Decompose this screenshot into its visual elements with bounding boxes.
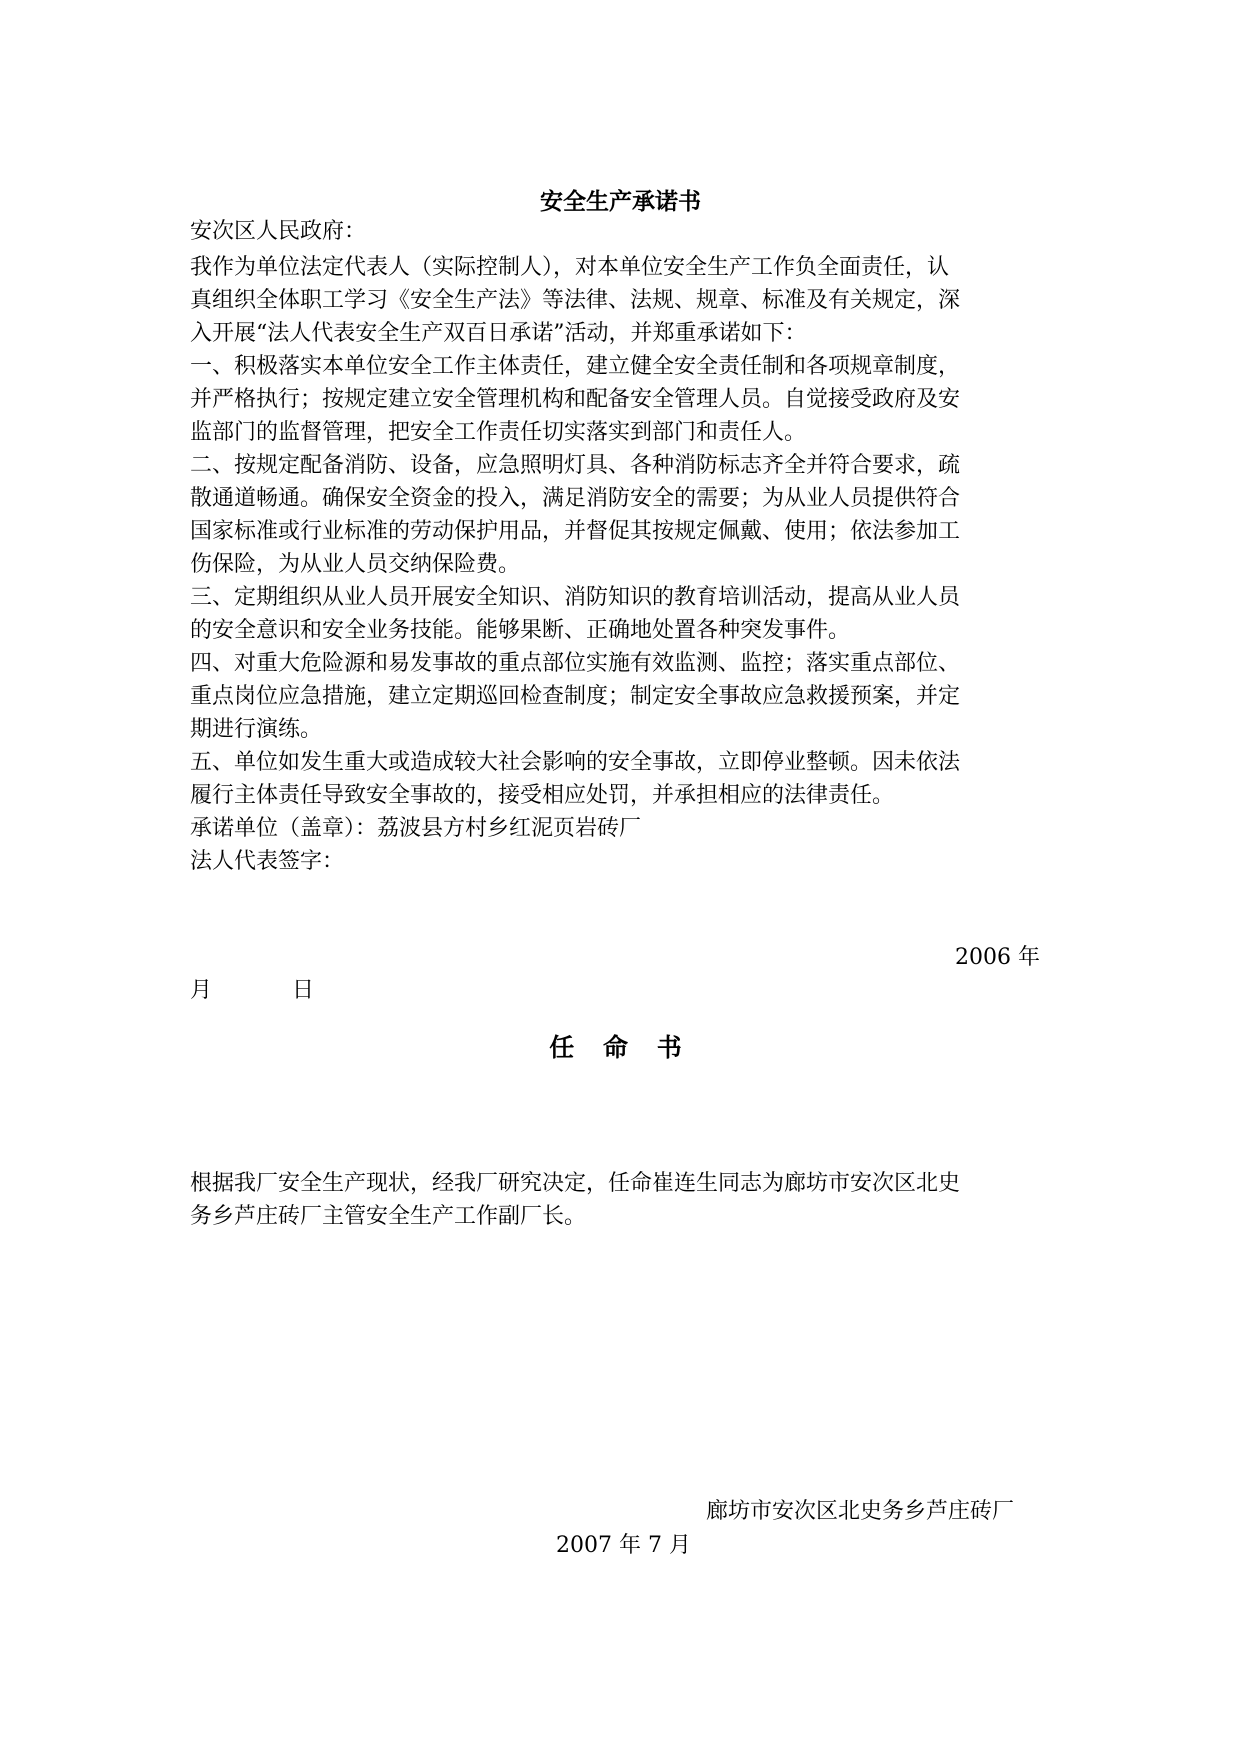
paragraph-line: 三、定期组织从业人员开展安全知识、消防知识的教育培训活动，提高从业人员 — [190, 585, 961, 610]
commitment-month: 月 — [190, 978, 213, 1003]
paragraph-line: 伤保险，为从业人员交纳保险费。 — [190, 552, 521, 577]
paragraph-line: 散通道畅通。确保安全资金的投入，满足消防安全的需要；为从业人员提供符合 — [190, 486, 961, 511]
paragraph-line: 真组织全体职工学习《安全生产法》等法律、法规、规章、标准及有关规定，深 — [190, 288, 961, 313]
commitment-title: 安全生产承诺书 — [540, 189, 701, 215]
paragraph-line: 期进行演练。 — [190, 717, 323, 742]
appointment-organization: 廊坊市安次区北史务乡芦庄砖厂 — [706, 1499, 1015, 1524]
appointment-title: 任 命 书 — [549, 1033, 692, 1062]
addressee-line: 安次区人民政府： — [190, 219, 367, 244]
paragraph-line: 入开展“法人代表安全生产双百日承诺”活动，并郑重承诺如下： — [190, 321, 807, 346]
paragraph-line: 一、积极落实本单位安全工作主体责任，建立健全安全责任制和各项规章制度， — [190, 354, 961, 379]
stamp-unit-line: 承诺单位（盖章）：荔波县方村乡红泥页岩砖厂 — [190, 816, 642, 841]
paragraph-line: 监部门的监督管理，把安全工作责任切实落实到部门和责任人。 — [190, 420, 807, 445]
paragraph-line: 国家标准或行业标准的劳动保护用品，并督促其按规定佩戴、使用；依法参加工 — [190, 519, 961, 544]
signature-line: 法人代表签字： — [190, 849, 345, 874]
paragraph-line: 并严格执行；按规定建立安全管理机构和配备安全管理人员。自觉接受政府及安 — [190, 387, 961, 412]
commitment-day: 日 — [292, 978, 315, 1003]
paragraph-line: 的安全意识和安全业务技能。能够果断、正确地处置各种突发事件。 — [190, 618, 851, 643]
appointment-paragraph-line: 根据我厂安全生产现状，经我厂研究决定，任命崔连生同志为廊坊市安次区北史 — [190, 1171, 961, 1196]
appointment-date: 2007 年 7 月 — [556, 1533, 691, 1558]
paragraph-line: 履行主体责任导致安全事故的，接受相应处罚，并承担相应的法律责任。 — [190, 783, 895, 808]
paragraph-line: 五、单位如发生重大或造成较大社会影响的安全事故，立即停业整顿。因未依法 — [190, 750, 961, 775]
appointment-paragraph-line: 务乡芦庄砖厂主管安全生产工作副厂长。 — [190, 1204, 587, 1229]
paragraph-line: 我作为单位法定代表人（实际控制人），对本单位安全生产工作负全面责任，认 — [190, 255, 950, 280]
paragraph-line: 四、对重大危险源和易发事故的重点部位实施有效监测、监控；落实重点部位、 — [190, 651, 961, 676]
paragraph-line: 二、按规定配备消防、设备，应急照明灯具、各种消防标志齐全并符合要求，疏 — [190, 453, 961, 478]
commitment-year: 2006 年 — [955, 945, 1040, 970]
paragraph-line: 重点岗位应急措施，建立定期巡回检查制度；制定安全事故应急救援预案，并定 — [190, 684, 961, 709]
